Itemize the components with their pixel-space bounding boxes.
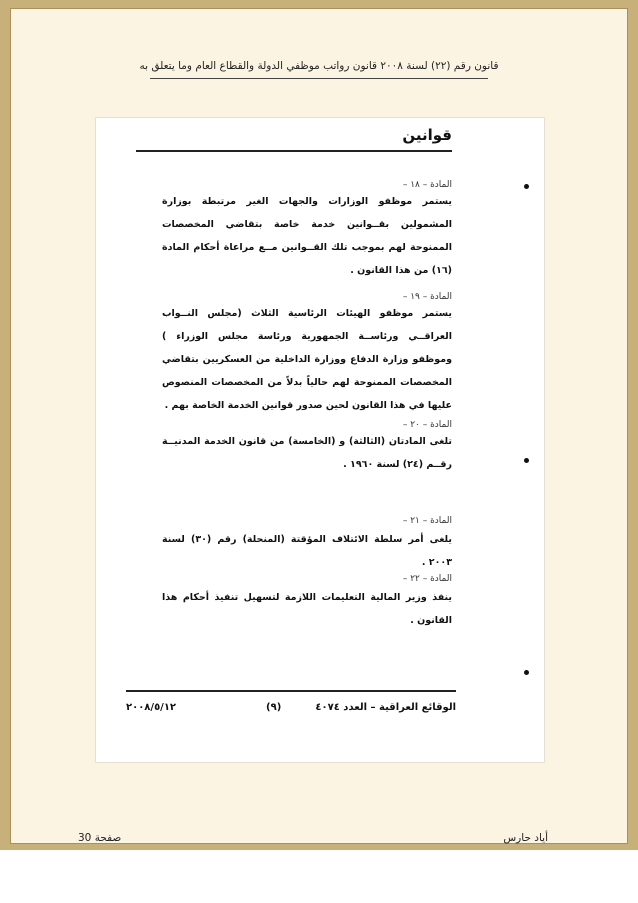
article-22-heading: المادة – ٢٢ – (402, 574, 452, 584)
binding-hole-mark (524, 458, 529, 463)
gazette-name: الوقائع العراقية – العدد ٤٠٧٤ (315, 702, 456, 713)
article-18-text: يستمر موظفو الوزارات والجهات الغير مرتبطة بوزارة المشمولين بقــوانين خدمة خاصة بتقاضي المخصصات الممنوحة لهم بموجب تلك القــوانين مــع مراعاة أحكام المادة (١٦) من هذا القانون . (162, 196, 452, 276)
article-19-heading: المادة – ١٩ – (402, 292, 452, 302)
page-number: صفحة 30 (78, 832, 122, 844)
gazette-page-number: (٩) (266, 702, 282, 713)
article-21-heading: المادة – ٢١ – (402, 516, 452, 526)
footer-rule (126, 690, 456, 692)
binding-hole-mark (524, 184, 529, 189)
article-21-text: يلغى أمر سلطة الائتلاف المؤقتة (المنحلة) رقم (٣٠) لسنة ٢٠٠٣ . (162, 534, 452, 568)
article-18-heading: المادة – ١٨ – (402, 180, 452, 190)
article-22-text: ينفذ وزير المالية التعليمات اللازمة لتسهيل تنفيذ أحكام هذا القانون . (162, 592, 452, 626)
article-20-heading: المادة – ٢٠ – (402, 420, 452, 430)
title-rule (136, 150, 452, 152)
binding-hole-mark (524, 670, 529, 675)
scanned-gazette-page (96, 118, 544, 762)
article-20-text: تلغى المادتان (الثالثة) و (الخامسة) من قانون الخدمة المدنيــة رقــم (٢٤) لسنة ١٩٦٠ . (162, 436, 452, 470)
gazette-date: ٢٠٠٨/٥/١٢ (126, 702, 177, 713)
section-title: قوانين (402, 126, 452, 144)
author-name: أياد حارس (503, 832, 548, 844)
running-header: قانون رقم (٢٢) لسنة ٢٠٠٨ قانون رواتب موظفي الدولة والقطاع العام وما يتعلق به (139, 60, 499, 72)
header-rule (150, 78, 488, 79)
article-19-text: يستمر موظفو الهيئات الرئاسية الثلاث (مجلس النــواب العراقــي ورئاســة الجمهورية ورئاسة مجلس الوزراء ) وموظفو وزارة الدفاع ووزارة الداخلية من العسكريين بتقاضي المخصصات الممنوحة لهم حالياً بدلاً من المخصصات المنصوص عليها في هذا القانون لحين صدور قوانين الخدمة الخاصة بهم . (162, 308, 452, 411)
